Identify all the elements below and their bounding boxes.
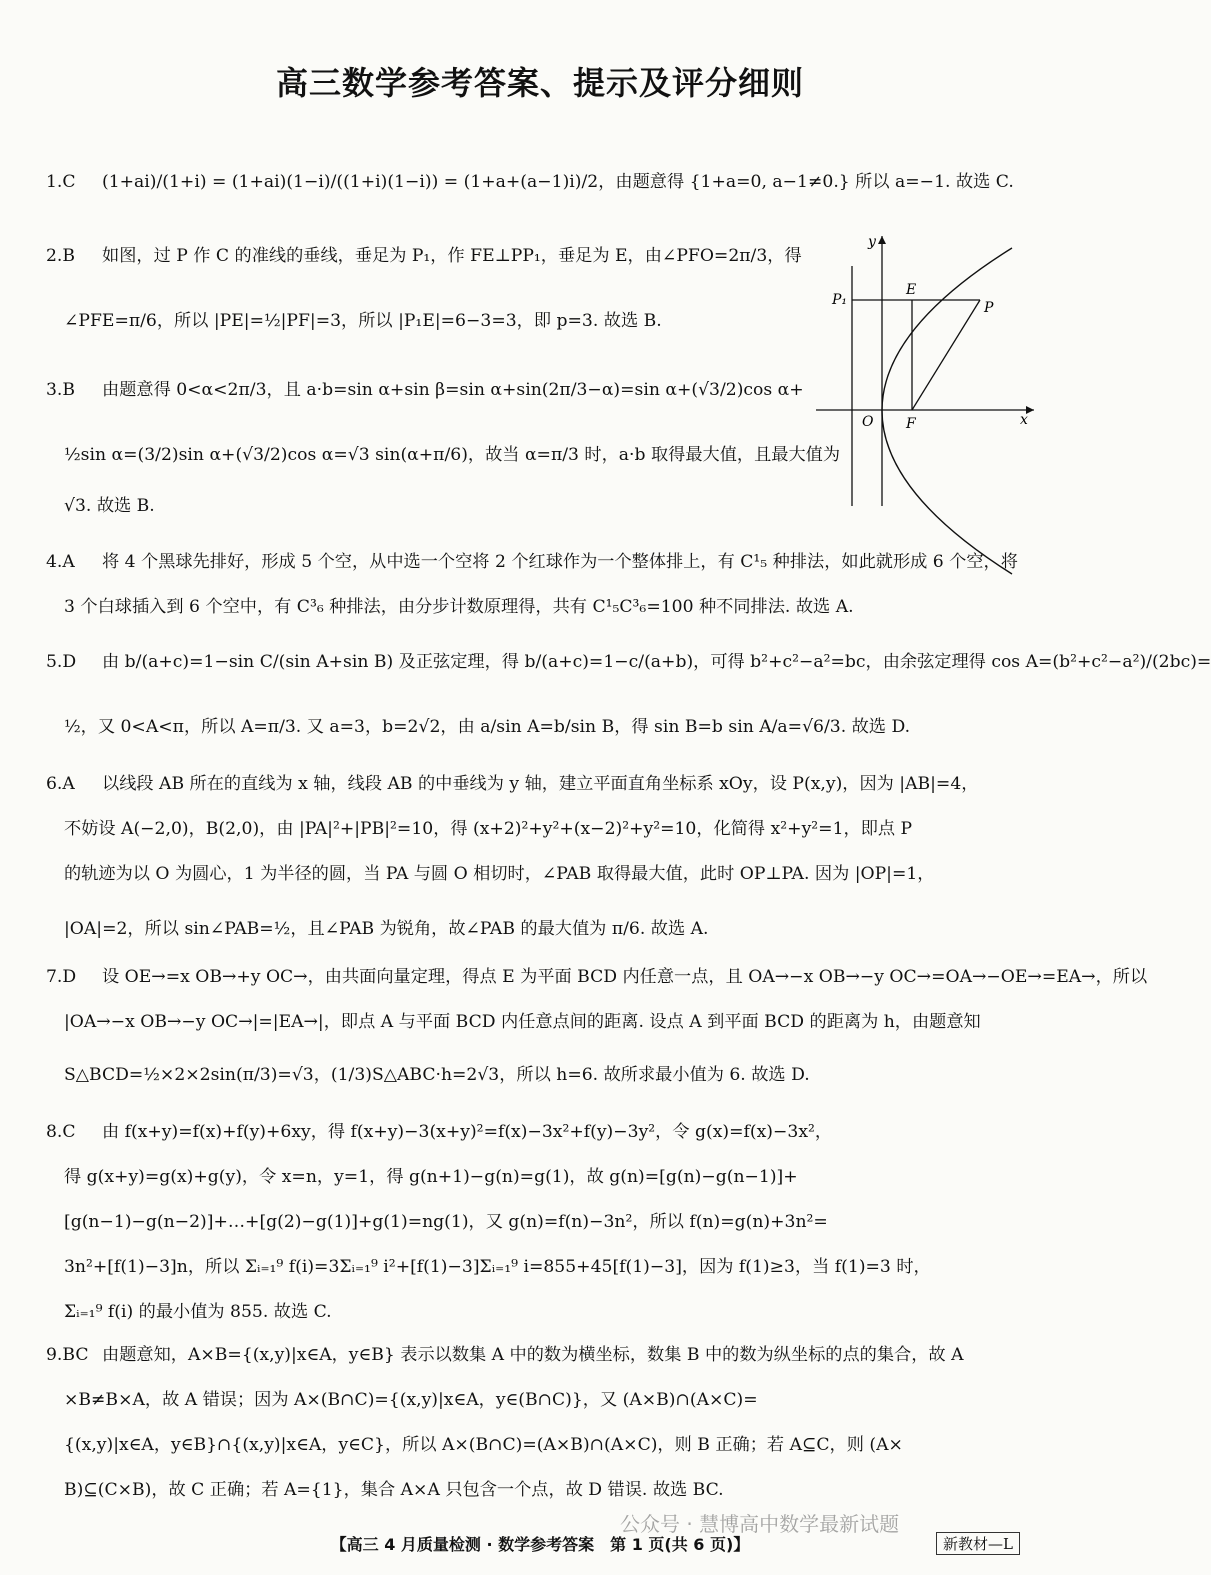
answer-line: 由 b/(a+c)=1−sin C/(sin A+sin B) 及正弦定理，得 b/(a+c)=1−c/(a+b)，可得 b²+c²−a²=bc，由余弦定理得 cos A=(b²+c²−a²)/(2bc)= — [102, 652, 1211, 672]
answer-line: 如图，过 P 作 C 的准线的垂线，垂足为 P₁，作 FE⊥PP₁，垂足为 E，由∠PFO=2π/3，得 — [102, 246, 802, 266]
answer-line: 得 g(x+y)=g(x)+g(y)，令 x=n，y=1，得 g(n+1)−g(n)=g(1)，故 g(n)=[g(n)−g(n−1)]+ — [64, 1167, 798, 1187]
answer-line: 由题意知，A×B={(x,y)|x∈A，y∈B} 表示以数集 A 中的数为横坐标，数集 B 中的数为纵坐标的点的集合，故 A — [102, 1345, 964, 1365]
answer-number: 7.D — [46, 967, 77, 987]
answer-line: 的轨迹为以 O 为圆心，1 为半径的圆，当 PA 与圆 O 相切时，∠PAB 取得最大值，此时 OP⊥PA. 因为 |OP|=1， — [64, 864, 935, 884]
label-f: F — [906, 416, 916, 432]
answer-line: ½sin α=(3/2)sin α+(√3/2)cos α=√3 sin(α+π/6)，故当 α=π/3 时，a·b 取得最大值，且最大值为 — [64, 445, 841, 465]
answer-line: |OA|=2，所以 sin∠PAB=½，且∠PAB 为锐角，故∠PAB 的最大值为 π/6. 故选 A. — [64, 919, 709, 939]
answer-number: 6.A — [46, 774, 75, 794]
answer-7 — [46, 955, 1147, 1098]
answer-line: |OA→−x OB→−y OC→|=|EA→|，即点 A 与平面 BCD 内任意点间的距离. 设点 A 到平面 BCD 的距离为 h，由题意知 — [64, 1012, 981, 1032]
answer-line: 3n²+[f(1)−3]n，所以 Σᵢ₌₁⁹ f(i)=3Σᵢ₌₁⁹ i²+[f(1)−3]Σᵢ₌₁⁹ i=855+45[f(1)−3]，因为 f(1)≥3，当 f(1)=3 时， — [64, 1257, 931, 1277]
answer-line: 不妨设 A(−2,0)，B(2,0)，由 |PA|²+|PB|²=10，得 (x+2)²+y²+(x−2)²+y²=10，化简得 x²+y²=1，即点 P — [64, 819, 913, 839]
answer-line: 以线段 AB 所在的直线为 x 轴，线段 AB 的中垂线为 y 轴，建立平面直角坐标系 xOy，设 P(x,y)，因为 |AB|=4， — [102, 774, 979, 794]
watermark: 公众号 · 慧博高中数学最新试题 — [620, 1512, 900, 1536]
label-o: O — [862, 414, 874, 430]
answer-number: 1.C — [46, 172, 76, 192]
answer-line: ∠PFE=π/6，所以 |PE|=½|PF|=3，所以 |P₁E|=6−3=3，即 p=3. 故选 B. — [64, 311, 662, 331]
label-x: x — [1020, 412, 1028, 428]
label-p: P — [984, 300, 994, 316]
answer-line: 3 个白球插入到 6 个空中，有 C³₆ 种排法，由分步计数原理得，共有 C¹₅C³₆=100 种不同排法. 故选 A. — [64, 597, 854, 617]
answer-line: 将 4 个黑球先排好，形成 5 个空，从中选一个空将 2 个红球作为一个整体排上，有 C¹₅ 种排法，如此就形成 6 个空，将 — [102, 552, 1018, 572]
parabola-curve — [882, 248, 1012, 574]
page-footer: 【高三 4 月质量检测 · 数学参考答案 第 1 页(共 6 页)】 — [330, 1535, 750, 1554]
answer-line: {(x,y)|x∈A，y∈B}∩{(x,y)|x∈A，y∈C}，所以 A×(B∩C)=(A×B)∩(A×C)，则 B 正确；若 A⊆C，则 (A× — [64, 1435, 903, 1455]
label-e: E — [906, 282, 917, 298]
answer-line: 由题意得 0<α<2π/3，且 a·b=sin α+sin β=sin α+sin(2π/3−α)=sin α+(√3/2)cos α+ — [102, 380, 804, 400]
answer-2 — [46, 234, 802, 344]
answer-number: 2.B — [46, 246, 76, 266]
answer-6 — [46, 762, 978, 952]
answer-number: 8.C — [46, 1122, 76, 1142]
answer-line: ½，又 0<A<π，所以 A=π/3. 又 a=3，b=2√2，由 a/sin A=b/sin B，得 sin B=b sin A/a=√6/3. 故选 D. — [64, 717, 911, 737]
answer-line: 由 f(x+y)=f(x)+f(y)+6xy，得 f(x+y)−3(x+y)²=f(x)−3x²+f(y)−3y²，令 g(x)=f(x)−3x²， — [102, 1122, 833, 1142]
answer-line: Σᵢ₌₁⁹ f(i) 的最小值为 855. 故选 C. — [64, 1302, 332, 1322]
segment-pf — [912, 300, 980, 410]
y-axis-arrow — [878, 236, 886, 244]
answer-line: [g(n−1)−g(n−2)]+…+[g(2)−g(1)]+g(1)=ng(1)，又 g(n)=f(n)−3n²，所以 f(n)=g(n)+3n²= — [64, 1212, 828, 1232]
answer-1 — [46, 160, 1014, 205]
answer-line: S△BCD=½×2×2sin(π/3)=√3，(1/3)S△ABC·h=2√3，所以 h=6. 故所求最小值为 6. 故选 D. — [64, 1065, 810, 1085]
edition-stamp: 新教材—L — [936, 1532, 1020, 1555]
answer-3 — [46, 368, 840, 529]
answer-number: 4.A — [46, 552, 75, 572]
answer-8 — [46, 1110, 931, 1335]
answer-number: 9.BC — [46, 1345, 89, 1365]
answer-5 — [46, 640, 1211, 750]
answer-line: ×B≠B×A，故 A 错误；因为 A×(B∩C)={(x,y)|x∈A，y∈(B∩C)}，又 (A×B)∩(A×C)= — [64, 1390, 758, 1410]
answer-4 — [46, 540, 1018, 630]
answer-number: 5.D — [46, 652, 77, 672]
answer-line: 设 OE→=x OB→+y OC→，由共面向量定理，得点 E 为平面 BCD 内任意一点，且 OA→−x OB→−y OC→=OA→−OE→=EA→，所以 — [102, 967, 1148, 987]
answer-line: √3. 故选 B. — [64, 496, 155, 516]
label-p1: P₁ — [832, 292, 848, 308]
answer-9 — [46, 1333, 963, 1513]
answer-line: B)⊆(C×B)，故 C 正确；若 A={1}，集合 A×A 只包含一个点，故 D 错误. 故选 BC. — [64, 1480, 724, 1500]
page-title: 高三数学参考答案、提示及评分细则 — [275, 64, 804, 102]
answer-number: 3.B — [46, 380, 76, 400]
answer-text: (1+ai)/(1+i) = (1+ai)(1−i)/((1+i)(1−i)) = (1+a+(a−1)i)/2，由题意得 {1+a=0, a−1≠0.} 所以 a=−1. 故选 C. — [102, 172, 1014, 192]
label-y: y — [868, 234, 876, 250]
parabola-figure — [812, 226, 1042, 516]
